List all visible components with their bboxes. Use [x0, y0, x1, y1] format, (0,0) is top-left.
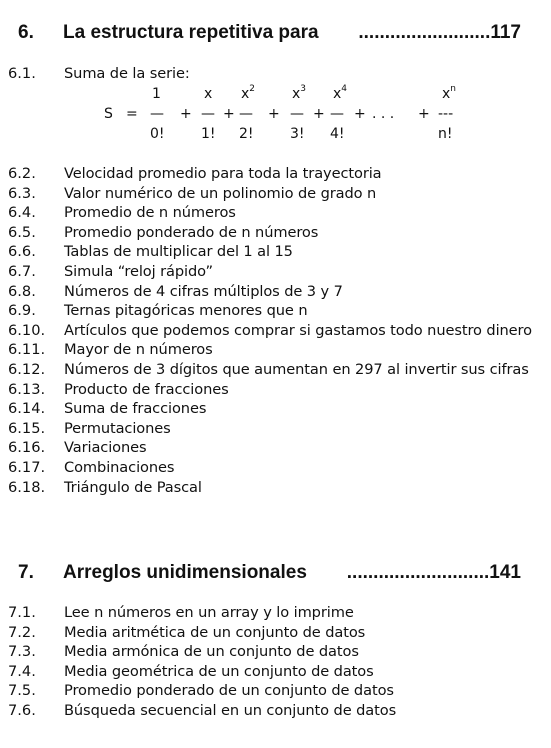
toc-item-number: 6.11.: [8, 341, 46, 359]
toc-item-title: Suma de la serie:: [64, 65, 190, 82]
toc-item-number: 7.2.: [8, 623, 36, 641]
formula-fraction-bar: —: [290, 106, 304, 122]
chapter-7-number: 7.: [18, 562, 34, 583]
formula-plus: +: [180, 106, 192, 122]
formula-numerator: $x^4$: [333, 84, 348, 102]
toc-item-number: 6.2.: [8, 165, 36, 182]
toc-item-number: 7.3.: [8, 643, 36, 661]
formula-denominator: 0!: [150, 126, 165, 142]
formula-fraction-bar: —: [150, 106, 164, 122]
chapter-6-item-list: [0, 164, 551, 497]
toc-item-number: 6.5.: [8, 223, 36, 241]
toc-item-6-6[interactable]: [0, 242, 551, 262]
formula-lhs: S: [104, 106, 113, 122]
formula-fraction-bar: ---: [438, 106, 454, 122]
toc-item-number: 6.9.: [8, 302, 36, 320]
toc-item-number: 7.5.: [8, 682, 36, 700]
chapter-7-page-leader: ...........................141: [346, 562, 521, 583]
toc-item-title: Media geométrica de un conjunto de datos: [64, 662, 374, 680]
toc-item-number: 6.14.: [8, 400, 46, 418]
toc-item-6-12[interactable]: [0, 360, 551, 380]
formula-fraction-bar: —: [239, 106, 253, 122]
formula-denominator: 2!: [239, 126, 254, 142]
toc-item-7-3[interactable]: [0, 642, 551, 662]
chapter-7-item-list: [0, 603, 551, 721]
toc-item-title: Valor numérico de un polinomio de grado n: [64, 184, 377, 202]
toc-item-number: 6.3.: [8, 184, 36, 202]
toc-item-7-1[interactable]: [0, 603, 551, 623]
toc-item-title: Promedio de n números: [64, 204, 236, 222]
toc-item-number: 6.16.: [8, 439, 46, 457]
toc-item-7-6[interactable]: [0, 701, 551, 721]
toc-item-title: Tablas de multiplicar del 1 al 15: [64, 243, 293, 261]
toc-item-6-15[interactable]: [0, 419, 551, 439]
toc-item-6-16[interactable]: [0, 438, 551, 458]
formula-denominator: n!: [438, 126, 453, 142]
formula-plus: +: [418, 106, 430, 122]
toc-item-number: 7.4.: [8, 662, 36, 680]
formula-numerator: x: [204, 86, 213, 102]
toc-item-number: 6.8.: [8, 282, 36, 300]
toc-item-6-9[interactable]: [0, 301, 551, 321]
toc-item-6-1[interactable]: [0, 64, 551, 84]
toc-item-number: 6.1.: [8, 65, 36, 82]
toc-item-6-11[interactable]: [0, 340, 551, 360]
toc-item-number: 6.12.: [8, 360, 46, 378]
toc-item-title: Variaciones: [64, 439, 147, 457]
formula-ellipsis: . . .: [372, 106, 395, 122]
toc-item-title: Triángulo de Pascal: [64, 478, 202, 496]
chapter-6-title: La estructura repetitiva para: [63, 22, 319, 43]
formula-numerator: $x^2$: [241, 84, 256, 102]
toc-item-6-7[interactable]: [0, 262, 551, 282]
toc-item-6-14[interactable]: [0, 399, 551, 419]
formula-fraction-bar: —: [201, 106, 215, 122]
series-formula: [96, 86, 476, 148]
toc-item-number: 6.10.: [8, 321, 46, 339]
toc-item-title: Artículos que podemos comprar si gastamos todo nuestro dinero: [64, 321, 532, 339]
formula-denominator: 3!: [290, 126, 305, 142]
toc-item-title: Simula “reloj rápido”: [64, 262, 213, 280]
toc-item-6-10[interactable]: [0, 321, 551, 341]
toc-item-title: Promedio ponderado de n números: [64, 223, 319, 241]
toc-item-6-8[interactable]: [0, 282, 551, 302]
toc-item-number: 6.15.: [8, 419, 46, 437]
toc-item-number: 6.6.: [8, 243, 36, 261]
chapter-6-number: 6.: [18, 22, 34, 43]
toc-item-title: Números de 4 cifras múltiplos de 3 y 7: [64, 282, 343, 300]
formula-denominator: 1!: [201, 126, 216, 142]
toc-item-6-5[interactable]: [0, 223, 551, 243]
toc-item-6-3[interactable]: [0, 184, 551, 204]
formula-plus: +: [223, 106, 235, 122]
formula-numerator: $x^3$: [292, 84, 307, 102]
toc-item-title: Lee n números en un array y lo imprime: [64, 604, 354, 621]
toc-item-title: Combinaciones: [64, 458, 175, 476]
toc-item-title: Mayor de n números: [64, 341, 213, 359]
formula-numerator: 1: [152, 86, 161, 102]
toc-item-6-17[interactable]: [0, 458, 551, 478]
toc-item-6-13[interactable]: [0, 380, 551, 400]
toc-item-number: 6.4.: [8, 204, 36, 222]
toc-item-title: Media aritmética de un conjunto de datos: [64, 623, 366, 641]
toc-item-title: Media armónica de un conjunto de datos: [64, 643, 359, 661]
toc-item-number: 6.13.: [8, 380, 46, 398]
toc-item-title: Suma de fracciones: [64, 400, 207, 418]
formula-plus: +: [313, 106, 325, 122]
toc-item-title: Ternas pitagóricas menores que n: [64, 302, 308, 320]
toc-item-number: 7.1.: [8, 604, 36, 621]
formula-fraction-bar: —: [330, 106, 344, 122]
toc-item-title: Velocidad promedio para toda la trayectoria: [64, 165, 382, 182]
formula-plus: +: [354, 106, 366, 122]
toc-item-title: Promedio ponderado de un conjunto de datos: [64, 682, 394, 700]
toc-item-number: 7.6.: [8, 701, 36, 719]
toc-item-7-5[interactable]: [0, 681, 551, 701]
toc-item-6-2[interactable]: [0, 164, 551, 184]
formula-equals: =: [126, 106, 138, 122]
toc-item-7-2[interactable]: [0, 623, 551, 643]
toc-item-7-4[interactable]: [0, 662, 551, 682]
toc-item-number: 6.17.: [8, 458, 46, 476]
chapter-6-first-item: [0, 64, 551, 84]
toc-item-title: Búsqueda secuencial en un conjunto de datos: [64, 701, 397, 719]
formula-denominator: 4!: [330, 126, 345, 142]
toc-item-number: 6.18.: [8, 478, 46, 496]
formula-plus: +: [268, 106, 280, 122]
toc-item-title: Permutaciones: [64, 419, 171, 437]
toc-item-title: Producto de fracciones: [64, 380, 229, 398]
toc-item-6-18[interactable]: [0, 478, 551, 498]
toc-item-title: Números de 3 dígitos que aumentan en 297 al invertir sus cifras: [64, 360, 529, 378]
formula-numerator: $x^n$: [442, 84, 457, 102]
toc-item-6-4[interactable]: [0, 203, 551, 223]
toc-item-number: 6.7.: [8, 262, 36, 280]
chapter-7-title: Arreglos unidimensionales: [63, 562, 307, 583]
chapter-6-page-leader: .........................117: [358, 22, 521, 43]
